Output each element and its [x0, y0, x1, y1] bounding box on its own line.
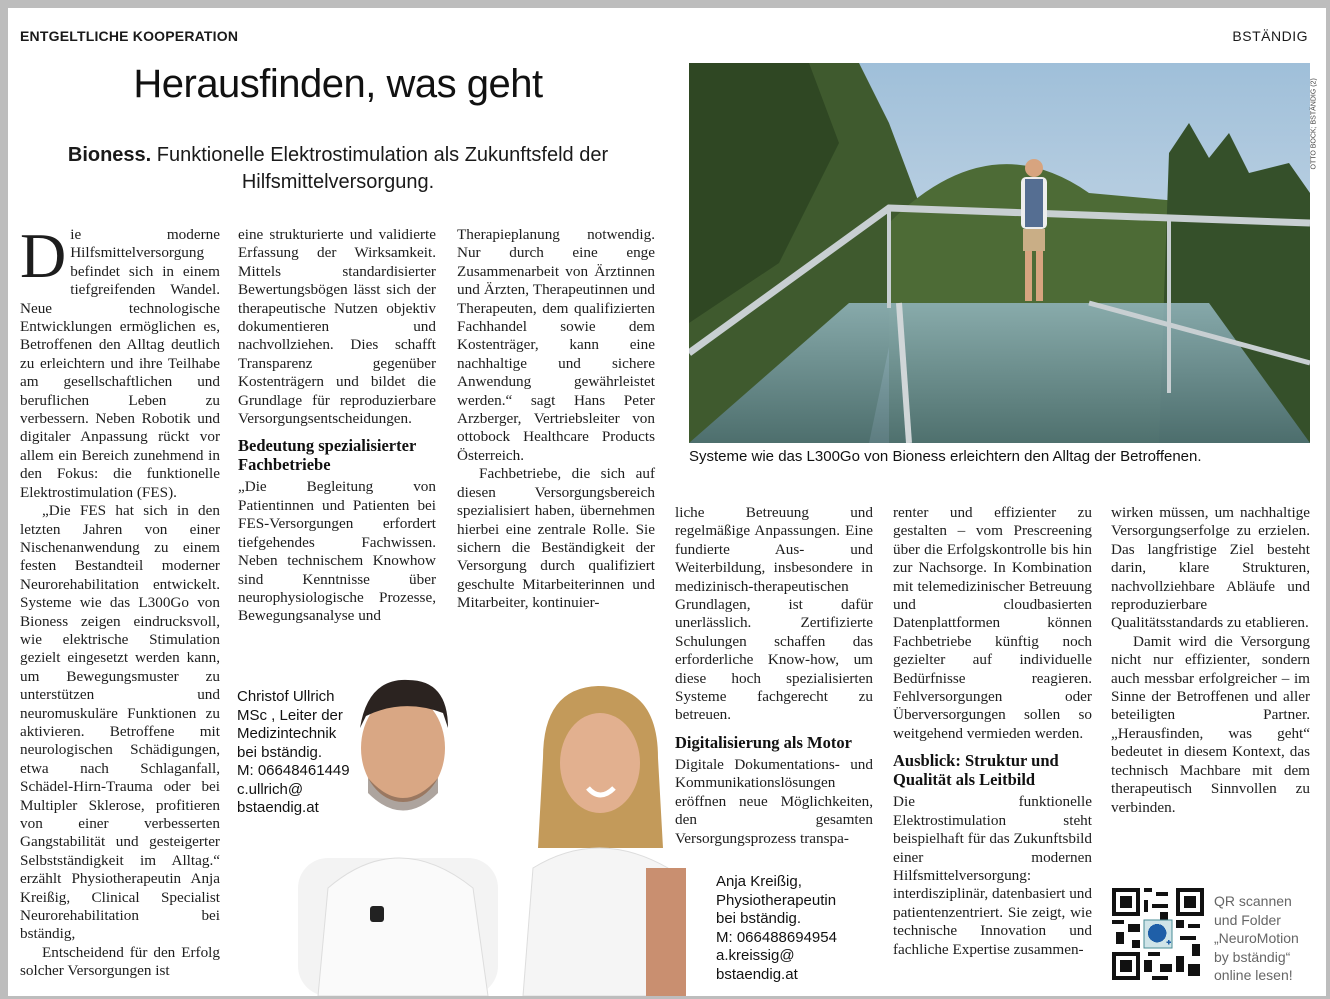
paragraph: Fachbetriebe, die sich auf diesen Versorgungsbereich spezialisiert haben, übernehmen hierbei eine zentrale Rolle. Sie sichern die Beständigkeit der Versorgung durch qualifiziert geschulte Mitarbeiterinnen und Mitarbeiter, kontinuier- — [457, 465, 655, 612]
paragraph: Entscheidend für den Erfolg solcher Versorgungen ist — [20, 943, 220, 980]
article-column-1 — [20, 220, 220, 981]
contact-org: bei bständig. — [716, 910, 802, 927]
paragraph: Therapieplanung notwendig. Nur durch eine enge Zusammenarbeit von Ärztinnen und Ärzten, Therapeutinnen und Therapeuten, dem qualifizierten Fachhandel sowie dem Kostenträger, kann eine nachhaltige und sichere Anwendung gewährleistet werden.“ sagt Hans Peter Arzberger, Vertriebsleiter von ottobock Healthcare Products Österreich. — [457, 226, 655, 464]
contact-email-domain[interactable]: bstaendig.at — [237, 799, 319, 816]
dropcap: D — [20, 220, 67, 291]
paragraph: Die funktionelle Elektrostimulation steht beispielhaft für das Zukunftsbild einer modernen Hilfsmittelversorgung: interdisziplinär, datenbasiert und patientenzentriert. Sie zeigt, wie technische Innovation und fachliche Expertise zusammen- — [893, 793, 1092, 958]
paragraph: renter und effizienter zu gestalten – vom Prescreening über die Erfolgskontrolle bis hin zur Nachsorge. In Kombination mit telemedizinischer Betreuung und cloudbasierten Datenplattformen können Fachbetriebe künftig noch gezielter auf individuelle Bedürfnisse reagieren. Fehlversorgungen oder Überversorgungen sollen so weitgehend vermieden werden. — [893, 504, 1092, 742]
contact-name: Anja Kreißig, — [716, 873, 802, 890]
article-column-6 — [1111, 504, 1310, 817]
contact-email[interactable]: a.kreissig@ — [716, 947, 795, 964]
contact-phone[interactable]: M: 066488694954 — [716, 928, 837, 946]
paragraph: Damit wird die Versorgung nicht nur effizienter, sondern auch messbar erfolgreicher – im Sinne der Betroffenen und aller beteiligten Partner. „Herausfinden, was geht“ bedeutet in diesem Kontext, das technisch Machbare mit dem therapeutisch Sinnvollen zu verbinden. — [1111, 632, 1310, 816]
contact-email[interactable]: c.ullrich@ — [237, 780, 304, 798]
contact-role: MSc , Leiter der — [237, 706, 343, 724]
subhead-text: Funktionelle Elektrostimulation als Zukunftsfeld der Hilfsmittelversorgung. — [151, 144, 609, 193]
qr-instruction — [1214, 892, 1299, 985]
subheadline — [38, 142, 638, 196]
paragraph: „Die Begleitung von Patientinnen und Patienten bei FES-Versorgungen erfordert tiefgehendes Fachwissen. Neben technischem Knowhow sind Kenntnisse über neurophysiologische Prozesse, Bewegungsanalyse und — [238, 478, 436, 625]
qr-text-line: by bständig“ — [1214, 948, 1291, 965]
qr-text-line: „NeuroMotion — [1214, 930, 1299, 946]
photo-caption: Systeme wie das L300Go von Bioness erleichtern den Alltag der Betroffenen. — [689, 448, 1202, 465]
paragraph: eine strukturierte und validierte Erfassung der Wirksamkeit. Mittels standardisierter Bewertungsbögen lässt sich der therapeutische Nutzen objektiv dokumentieren und nachvollziehen. Dies schafft Transparenz gegenüber Kostenträgern und bildet die Grundlage für reproduzierbare Versorgungsentscheidungen. — [238, 226, 436, 428]
contact-card-kreissig — [716, 873, 837, 984]
qr-text-line: online lesen! — [1214, 967, 1293, 983]
section-heading: Bedeutung spezialisierter Fachbetriebe — [238, 436, 416, 475]
contact-email-domain[interactable]: bstaendig.at — [716, 965, 798, 983]
article-column-5 — [893, 504, 1092, 959]
paragraph: Digitale Dokumentations- und Kommunikationslösungen eröffnen neue Möglichkeiten, den gesamten Versorgungsprozess transpa- — [675, 755, 873, 847]
qr-code-icon — [1112, 888, 1204, 980]
skywalk-photo-illustration — [689, 63, 1310, 443]
contact-role: Medizintechnik — [237, 725, 337, 742]
contact-org: bei bständig. — [237, 743, 323, 761]
paragraph: ie moderne Hilfsmittelversorgung befindet sich in einem tiefgreifenden Wandel. Neue technologische Entwicklungen ermöglichen es, Betroffenen den Alltag deutlich zu erleichtern und ihre Teilhabe am gesellschaftlichen und beruflichen Leben zu verbessern. Neben Robotik und digitaler Anpassung rückt vor allem ein Bereich zunehmend in den Fokus: die funktionelle Elektrostimulation (FES). — [20, 226, 220, 501]
article-column-2 — [238, 226, 436, 626]
section-heading: Ausblick: Struktur und Qualität als Leitbild — [893, 751, 1059, 790]
contact-name: Christof Ullrich — [237, 688, 335, 705]
qr-text-line: QR scannen — [1214, 893, 1292, 909]
section-heading: Digitalisierung als Motor — [675, 732, 852, 752]
photo-credit: OTTO BOCK; BSTÄNDIG (2) — [1310, 78, 1318, 170]
article-column-3 — [457, 226, 655, 613]
subhead-lead: Bioness. — [67, 144, 152, 166]
paragraph: wirken müssen, um nachhaltige Versorgungserfolge zu erzielen. Das langfristige Ziel besteht darin, klare Strukturen, nachvollziehbare Abläufe und reproduzierbare Qualitätsstandards zu etablieren. — [1111, 504, 1310, 632]
main-photo — [689, 63, 1310, 443]
headline: Herausfinden, was geht — [133, 62, 543, 106]
contact-role: Physiotherapeutin — [716, 891, 837, 909]
contact-phone[interactable]: M: 06648461449 — [237, 762, 350, 779]
kicker-label: ENTGELTLICHE KOOPERATION — [20, 28, 239, 44]
contact-card-ullrich — [237, 688, 350, 818]
brand-label: BSTÄNDIG — [1232, 28, 1308, 44]
paragraph: liche Betreuung und regelmäßige Anpassungen. Eine fundierte Aus- und Weiterbildung, insbesondere in medizinisch-therapeutischen Grundlagen, ist dafür unerlässlich. Zertifizierte Schulungen schaffen das erforderliche Know-how, um diese hoch spezialisierten Systeme fachgerecht zu betreuen. — [675, 504, 873, 724]
newspaper-page — [8, 8, 1326, 996]
qr-text-line: und Folder — [1214, 911, 1281, 928]
portrait-anja-kreissig — [518, 678, 713, 996]
qr-code[interactable] — [1112, 888, 1204, 980]
paragraph: „Die FES hat sich in den letzten Jahren von einer Nischenanwendung zu einem festen Bestandteil moderner Neurorehabilitation entwickelt. Systeme wie das L300Go von Bioness zeigen eindrucksvoll, wie elektrische Stimulation gezielt eingesetzt werden kann, um Bewegungsmuster zu unterstützen und neuromuskuläre Funktionen zu aktivieren. Betroffene mit neurologischen Schädigungen, etwa nach Schlaganfall, Schädel-Hirn-Trauma oder bei Multipler Sklerose, profitieren von einer verbesserten Gangstabilität und gesteigerter Selbstständigkeit im Alltag.“ erzählt Physiotherapeutin Anja Kreißig, Clinical Specialist Neurorehabilitation bei bständig, — [20, 502, 220, 943]
